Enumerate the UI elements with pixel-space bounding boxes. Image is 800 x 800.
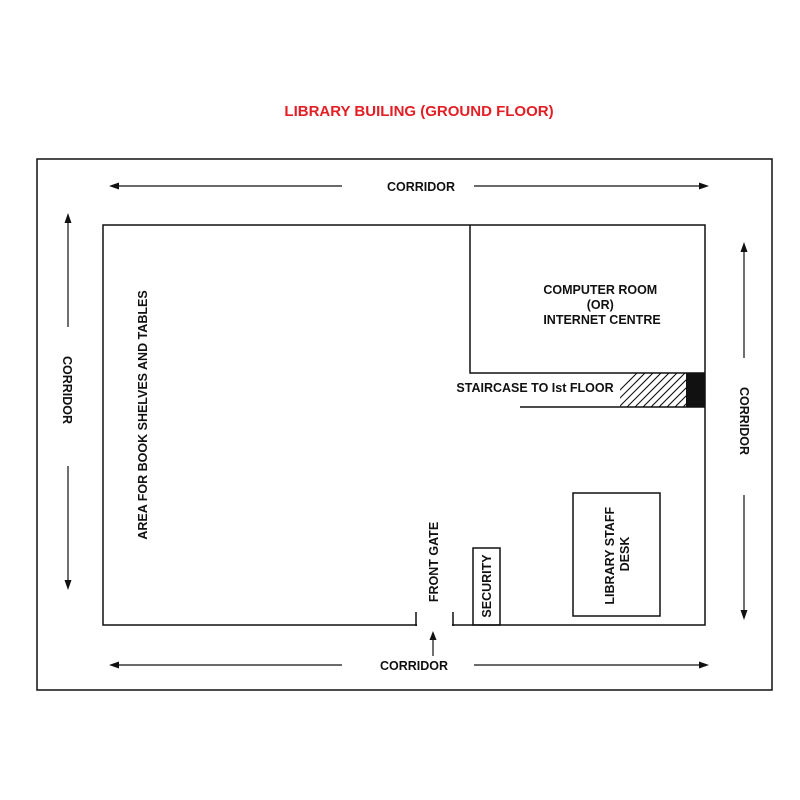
corridor-top-label: CORRIDOR [386, 180, 456, 194]
staff-desk-label: LIBRARY STAFF DESK [603, 506, 632, 605]
front-gate-label: FRONT GATE [427, 521, 441, 603]
arrow-down-icon [65, 580, 72, 590]
staircase-hatching [603, 373, 733, 407]
computer-room-label: COMPUTER ROOM (OR) INTERNET CENTRE [543, 283, 661, 327]
corridor-left-label: CORRIDOR [60, 355, 74, 425]
arrow-down-icon [741, 610, 748, 620]
staircase-label: STAIRCASE TO Ist FLOOR [456, 381, 614, 395]
corridor-right-label: CORRIDOR [737, 386, 751, 456]
book-area-label: AREA FOR BOOK SHELVES AND TABLES [136, 290, 150, 540]
arrow-right-icon [699, 183, 709, 190]
arrow-up-icon [741, 242, 748, 252]
arrow-up-icon [65, 213, 72, 223]
arrow-left-icon [109, 183, 119, 190]
diagram-title: LIBRARY BUILING (GROUND FLOOR) [284, 103, 554, 120]
arrow-right-icon [699, 662, 709, 669]
front-gate [416, 612, 453, 627]
arrow-left-icon [109, 662, 119, 669]
entry-arrow [430, 631, 437, 656]
security-label: SECURITY [480, 554, 494, 618]
corridor-bottom-label: CORRIDOR [379, 659, 449, 673]
staircase-solid-block [686, 373, 705, 407]
